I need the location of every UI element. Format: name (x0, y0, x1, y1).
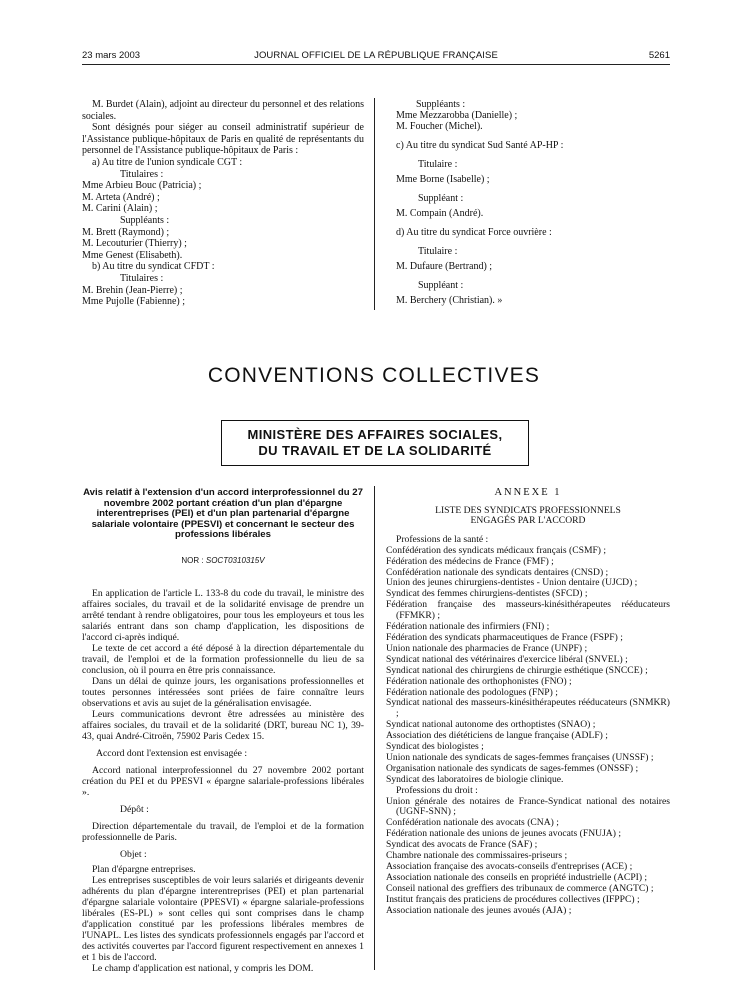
running-header (82, 50, 670, 64)
organization-item: Fédération nationale des podologues (FNP) ; (386, 686, 558, 698)
organization-item: Syndicat des laboratoires de biologie clinique. (386, 773, 564, 785)
organization-item: Confédération nationale des syndicats dentaires (CNSD) ; (386, 566, 609, 578)
group-label: Professions du droit : (396, 784, 478, 796)
ministry-box (221, 420, 529, 466)
organization-item: Union nationale des pharmacies de France (UNPF) ; (386, 642, 588, 654)
list-label: Suppléants : (416, 99, 466, 110)
list-item: M. Berchery (Christian). » (396, 295, 503, 306)
organization-item: Fédération nationale des unions de jeunes avocats (FNUJA) ; (386, 828, 621, 840)
list-label: Titulaire : (418, 246, 458, 257)
list-label: Titulaires : (120, 272, 164, 284)
list-item: Mme Arbieu Bouc (Patricia) ; (82, 180, 202, 192)
list-item: M. Foucher (Michel). (396, 121, 483, 132)
journal-title: JOURNAL OFFICIEL DE LA RÉPUBLIQUE FRANÇAISE (254, 50, 498, 61)
subheading: Objet : (120, 848, 147, 860)
organization-item: Association des diététiciens de langue française (ADLF) ; (386, 730, 608, 742)
organization-item: Organisation nationale des syndicats de sages-femmes (ONSSF) ; (386, 762, 639, 774)
subheading: Dépôt : (120, 803, 149, 815)
ministry-line: DU TRAVAIL ET DE LA SOLIDARITÉ (258, 443, 492, 458)
list-label: Suppléant : (418, 280, 464, 291)
paragraph: b) Au titre du syndicat CFDT : (92, 261, 215, 273)
organization-item: Conseil national des greffiers des tribunaux de commerce (ANGTC) ; (386, 882, 654, 894)
list-label: Suppléants : (120, 214, 170, 226)
organization-item: Association nationale des conseils en propriété industrielle (ACPI) ; (386, 871, 648, 883)
top-right-column (396, 99, 668, 306)
list-label: Titulaires : (120, 168, 164, 180)
list-item: Mme Mezzarobba (Danielle) ; (396, 110, 518, 121)
list-label: Titulaire : (418, 159, 458, 170)
nor-label: NOR : (181, 555, 204, 565)
paragraph: M. Burdet (Alain), adjoint au directeur du personnel et des relations sociales. (82, 99, 364, 122)
annexe-subtitle: LISTE DES SYNDICATS PROFESSIONNELS (435, 504, 621, 516)
list-item: Mme Genest (Elisabeth). (82, 249, 183, 261)
organization-item: Syndicat national autonome des orthoptistes (SNAO) ; (386, 719, 596, 731)
list-item: M. Dufaure (Bertrand) ; (396, 261, 493, 272)
nor-code: SOCT0310315V (205, 555, 265, 565)
organization-item: Syndicat national des masseurs-kinésithérapeutes rééducateurs (SNMKR) ; (386, 697, 670, 720)
organization-item: Fédération française des masseurs-kinésithérapeutes rééducateurs (FFMKR) ; (386, 599, 670, 622)
paragraph: Dans un délai de quinze jours, les organisations professionnelles et toutes personnes intéressées sont priées de faire connaître leurs observations et avis au sujet de la généralisation envisagée. (82, 675, 364, 709)
list-item: M. Arteta (André) ; (82, 191, 160, 203)
header-rule (82, 64, 670, 65)
organization-item: Syndicat des biologistes ; (386, 741, 484, 753)
paragraph: a) Au titre de l'union syndicale CGT : (92, 156, 243, 168)
paragraph: Accord national interprofessionnel du 27 novembre 2002 portant création du PEI et du PPESVI « épargne salariale-professions libérales ». (82, 764, 364, 798)
page-number: 5261 (648, 50, 670, 61)
nor-reference (82, 555, 364, 566)
column-divider (374, 98, 375, 310)
list-item: M. Lecouturier (Thierry) ; (82, 238, 187, 250)
organization-item: Chambre nationale des commissaires-priseurs ; (386, 850, 568, 862)
annexe-title: ANNEXE 1 (494, 487, 562, 498)
paragraph: En application de l'article L. 133-8 du code du travail, le ministre des affaires sociales, du travail et de la solidarité envisage de prendre un arrêté tendant à rendre obligatoires, pour tous les employeurs et tous les salariés entrant dans son champ d'application, les dispositions de l'accord ci-après indiqué. (82, 587, 364, 643)
organization-item: Syndicat des avocats de France (SAF) ; (386, 839, 538, 851)
organization-item: Syndicat national des chirurgiens de chirurgie esthétique (SNCCE) ; (386, 664, 648, 676)
top-left-column (82, 99, 364, 308)
organization-item: Syndicat national des vétérinaires d'exercice libéral (SNVEL) ; (386, 653, 628, 665)
organization-item: Union générale des notaires de France-Syndicat national des notaires (UGNF-SNN) ; (386, 795, 670, 818)
avis-column (82, 488, 364, 974)
annexe-column (386, 488, 670, 917)
paragraph: Les entreprises susceptibles de voir leurs salariés et dirigeants devenir adhérents du plan d'épargne interentreprises (PEI) et plan partenarial d'épargne salariale volontaire (PPESVI) « épargne salariale-professions libérales (ES-PL) » sont celles qui sont comprises dans le champ d'application constitué par les professions libérales membres de l'UNAPL. Les listes des syndicats professionnels engagés par l'accord et des activités couvertes par l'accord figurent respectivement en annexes 1 et 1 bis de l'accord. (82, 874, 364, 963)
organization-item: Fédération nationale des orthophonistes (FNO) ; (386, 675, 572, 687)
paragraph: Le texte de cet accord a été déposé à la direction départementale du travail, de l'emploi et de la formation professionnelle du lieu de sa conclusion, où il pourra en être pris connaissance. (82, 642, 364, 676)
organization-item: Fédération nationale des infirmiers (FNI) ; (386, 621, 550, 633)
organization-item: Confédération nationale des avocats (CNA) ; (386, 817, 559, 829)
paragraph: Leurs communications devront être adressées au ministère des affaires sociales, du travail et de la solidarité (DRT, bureau NC 1), 39-43, quai André-Citroën, 75902 Paris Cedex 15. (82, 708, 364, 742)
paragraph: c) Au titre du syndicat Sud Santé AP-HP : (396, 140, 564, 151)
organization-item: Association nationale des jeunes avoués (AJA) ; (386, 904, 572, 916)
issue-date: 23 mars 2003 (82, 50, 141, 61)
group-label: Professions de la santé : (396, 533, 489, 545)
list-item: M. Brehin (Jean-Pierre) ; (82, 284, 183, 296)
paragraph: d) Au titre du syndicat Force ouvrière : (396, 227, 552, 238)
paragraph: Direction départementale du travail, de l'emploi et de la formation professionnelle de Paris. (82, 820, 364, 843)
droit-list (386, 797, 670, 917)
list-item: M. Brett (Raymond) ; (82, 226, 170, 238)
organization-item: Union nationale des syndicats de sages-femmes françaises (UNSSF) ; (386, 751, 654, 763)
column-divider (374, 486, 375, 970)
organization-item: Confédération des syndicats médicaux français (CSMF) ; (386, 544, 607, 556)
organization-item: Union des jeunes chirurgiens-dentistes - Union dentaire (UJCD) ; (386, 577, 638, 589)
list-item: Mme Pujolle (Fabienne) ; (82, 296, 186, 308)
list-item: M. Compain (André). (396, 208, 484, 219)
section-title: CONVENTIONS COLLECTIVES (207, 364, 541, 387)
paragraph: Sont désignés pour siéger au conseil administratif supérieur de l'Assistance publique-hôpitaux de Paris en qualité de représentants du personnel de l'Assistance publique-hôpitaux de Paris : (82, 122, 364, 157)
ministry-line: MINISTÈRE DES AFFAIRES SOCIALES, (247, 427, 503, 442)
organization-item: Fédération des médecins de France (FMF) ; (386, 555, 554, 567)
annexe-subtitle: ENGAGÉS PAR L'ACCORD (470, 514, 586, 526)
organization-item: Association française des avocats-conseils d'entreprises (ACE) ; (386, 861, 633, 872)
paragraph: Plan d'épargne entreprises. (92, 863, 196, 875)
subheading: Accord dont l'extension est envisagée : (96, 747, 248, 759)
list-item: Mme Borne (Isabelle) ; (396, 174, 490, 185)
organization-item: Institut français des praticiens de procédures collectives (IFPPC) ; (386, 893, 640, 905)
sante-list (386, 546, 670, 786)
list-item: M. Carini (Alain) ; (82, 203, 158, 215)
avis-title: Avis relatif à l'extension d'un accord interprofessionnel du 27 novembre 2002 portant création d'un plan d'épargne interentreprises (PEI) et d'un plan partenarial d'épargne salariale volontaire (PPESVI) et concernant le secteur des professions libérales (83, 487, 363, 541)
list-label: Suppléant : (418, 193, 464, 204)
organization-item: Fédération des syndicats pharmaceutiques de France (FSPF) ; (386, 631, 623, 643)
paragraph: Le champ d'application est national, y compris les DOM. (92, 962, 314, 974)
organization-item: Syndicat des femmes chirurgiens-dentistes (SFCD) ; (386, 588, 588, 600)
